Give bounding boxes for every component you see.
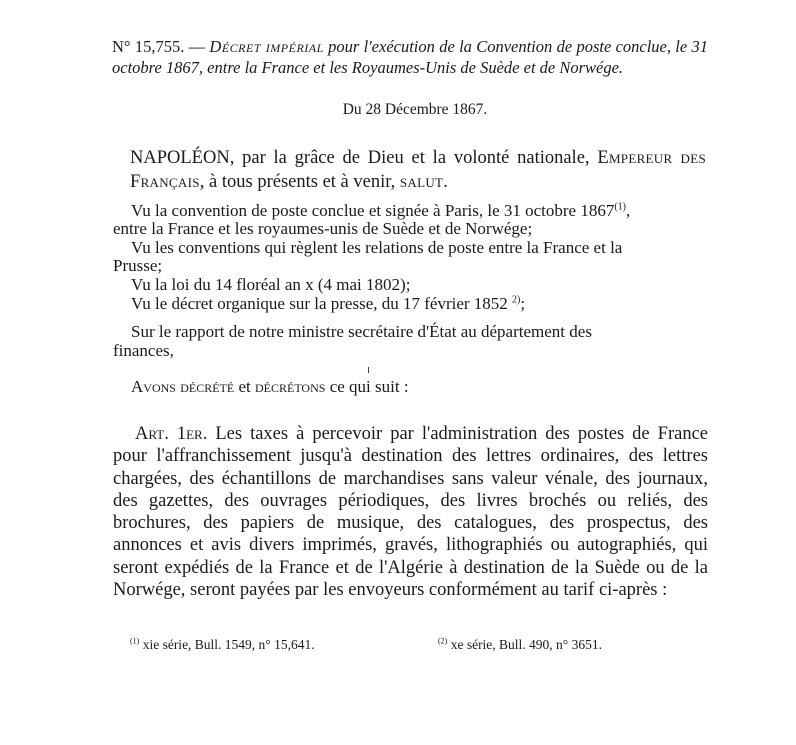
article-label: Art. 1er. (135, 424, 208, 444)
emperor-title: Empereur des Français (130, 148, 706, 192)
footnote-2-text: xe série, Bull. 490, n° 3651. (447, 637, 602, 652)
footnote-1 (130, 637, 315, 653)
salut-word: salut (399, 172, 444, 192)
footnote-ref-2: 2) (512, 294, 521, 306)
article-text: Les taxes à percevoir par l'administration des postes de France pour l'affranchissement jusqu'à destination des lettres ordinaires, des lettres chargées, des échantillons de marchandises sans valeur vénale, des journaux, des gazettes, des ouvrages périodiques, des livres brochés ou reliés, des brochures, des papiers de musique, des catalogues, des prospectus, des annonces et avis divers imprimés, gravés, lithographiés ou autographiés, qui seront expédiés de la France et de l'Algérie à destination de la Suède ou de la Norwége, seront payées par les envoyeurs conformément au tarif ci-après : (113, 424, 708, 601)
intro-text-2: , à tous présents et à venir, (199, 172, 400, 192)
vu-line-1-end: , (626, 201, 631, 220)
decree-number: N° 15,755. — (112, 37, 210, 56)
decretons: décrétons (254, 377, 326, 396)
decree-date (0, 101, 796, 119)
print-mark (368, 367, 369, 373)
intro-end: . (443, 172, 448, 192)
vu-line-4: Prusse; (113, 256, 163, 275)
vu-line-6-end: ; (520, 294, 526, 313)
vu-line-6-text: Vu le décret organique sur la presse, du 17 février 1852 (131, 294, 513, 313)
rapport-line-2: finances, (113, 341, 174, 360)
emperor-name: NAPOLÉON (130, 148, 230, 168)
intro-paragraph (130, 146, 706, 194)
article-1 (113, 423, 708, 601)
rapport-line-1: Sur le rapport de notre ministre secrétaire d'État au département des (131, 322, 592, 341)
decree-date-text: Du 28 Décembre 1867. (342, 101, 488, 118)
footnote-ref-1: (1) (614, 201, 627, 213)
footnote-1-text: xie série, Bull. 1549, n° 15,641. (139, 637, 315, 652)
decree-header (112, 36, 708, 78)
vu-line-5: Vu la loi du 14 floréal an x (4 mai 1802); (131, 275, 411, 294)
intro-text-1: , par la grâce de Dieu et la volonté nationale, (229, 148, 598, 168)
avons-decrete: Avons décrété (131, 377, 235, 396)
vu-line-1-text: Vu la convention de poste conclue et signée à Paris, le 31 octobre 1867 (131, 201, 615, 220)
decree-title-rest: pour l'exécution de la Convention de poste conclue, le 31 octobre 1867, entre la France et les Royaumes-Unis de Suède et de Norwége. (112, 37, 709, 77)
avons-et: et (234, 377, 255, 396)
vu-line-1 (131, 201, 707, 221)
vu-line-3: Vu les conventions qui règlent les relations de poste entre la France et la (131, 238, 623, 257)
footnote-2 (438, 637, 602, 653)
footnote-1-mark: (1) (130, 636, 140, 646)
avons-decrete-line (131, 377, 409, 397)
footnote-2-mark: (2) (438, 636, 448, 646)
vu-line-2: entre la France et les royaumes-unis de Suède et de Norwége; (113, 219, 533, 238)
decree-title-lead: Décret impérial (209, 37, 324, 56)
avons-suit: ce qui suit : (325, 377, 409, 396)
article-1-paragraph (113, 423, 708, 601)
vu-line-6 (131, 294, 525, 314)
